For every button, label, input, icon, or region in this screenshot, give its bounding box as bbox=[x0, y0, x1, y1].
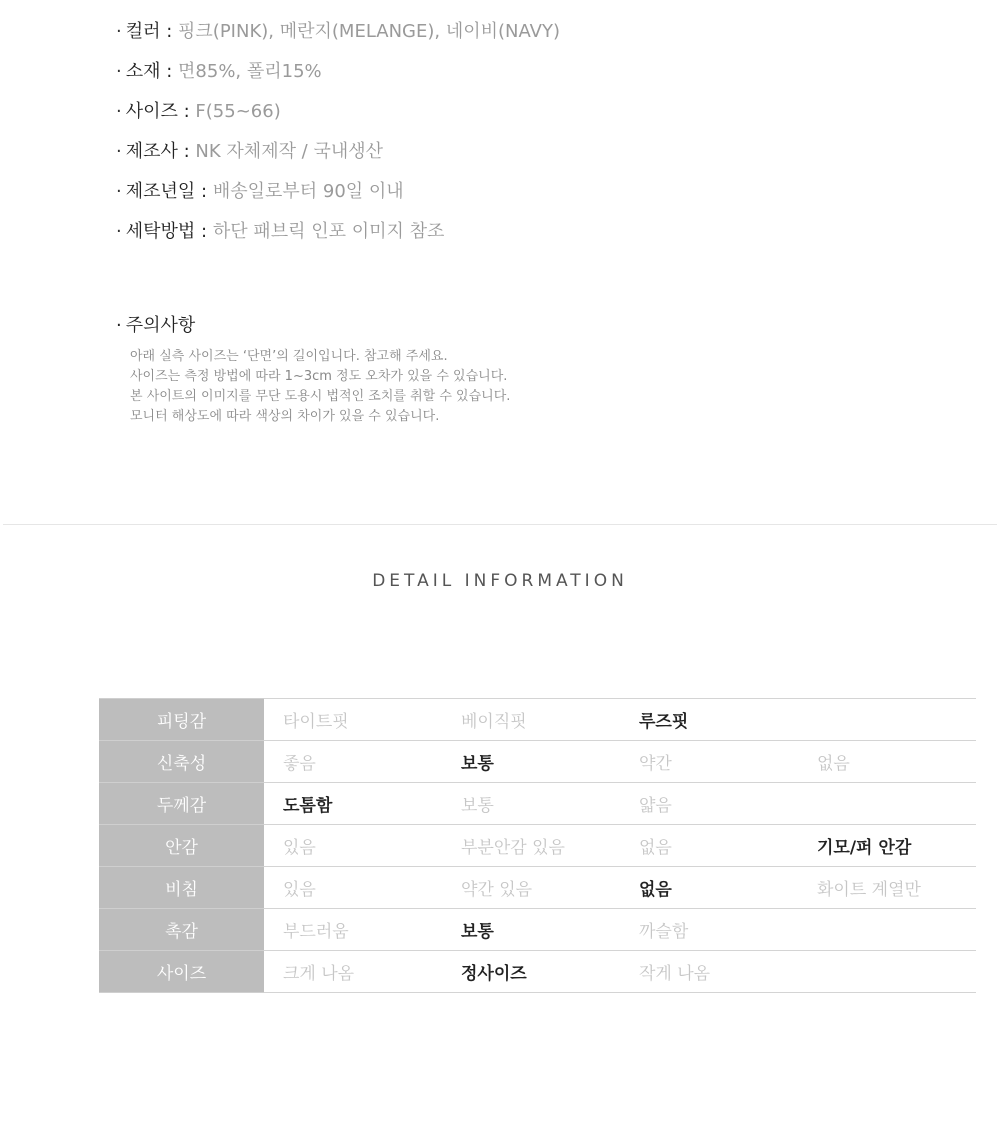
detail-option: 타이트핏 bbox=[264, 699, 442, 741]
detail-heading: DETAIL INFORMATION bbox=[372, 571, 628, 591]
detail-option: 까슬함 bbox=[620, 909, 798, 951]
detail-row bbox=[99, 741, 976, 783]
section-divider bbox=[3, 524, 997, 525]
bullet: · bbox=[116, 181, 122, 202]
detail-option: 베이직핏 bbox=[442, 699, 620, 741]
bullet: · bbox=[116, 141, 122, 162]
spec-key: 소재 : bbox=[125, 61, 173, 82]
detail-option-selected: 정사이즈 bbox=[442, 951, 620, 993]
detail-row bbox=[99, 699, 976, 741]
detail-row bbox=[99, 951, 976, 993]
product-spec-list bbox=[116, 18, 916, 258]
spec-row-color bbox=[116, 18, 916, 58]
detail-row bbox=[99, 783, 976, 825]
detail-row bbox=[99, 867, 976, 909]
spec-value: NK 자체제작 / 국내생산 bbox=[195, 141, 384, 162]
detail-option bbox=[798, 951, 976, 993]
detail-option: 보통 bbox=[442, 783, 620, 825]
bullet: · bbox=[116, 21, 122, 42]
spec-value: 하단 패브릭 인포 이미지 참조 bbox=[212, 221, 445, 242]
spec-value: 배송일로부터 90일 이내 bbox=[212, 181, 404, 202]
detail-option-selected: 보통 bbox=[442, 741, 620, 783]
detail-option-selected: 도톰함 bbox=[264, 783, 442, 825]
spec-key: 제조사 : bbox=[125, 141, 190, 162]
detail-info-table bbox=[99, 698, 976, 993]
detail-option: 있음 bbox=[264, 867, 442, 909]
detail-option: 부분안감 있음 bbox=[442, 825, 620, 867]
spec-key: 세탁방법 : bbox=[125, 221, 208, 242]
detail-option-selected: 보통 bbox=[442, 909, 620, 951]
bullet: · bbox=[116, 101, 122, 122]
notice-line: 본 사이트의 이미지를 무단 도용시 법적인 조치를 취할 수 있습니다. bbox=[130, 389, 511, 404]
detail-row-label: 촉감 bbox=[99, 909, 264, 951]
spec-row-washing bbox=[116, 218, 916, 258]
bullet: · bbox=[116, 61, 122, 82]
detail-option: 약간 bbox=[620, 741, 798, 783]
detail-row-label: 피팅감 bbox=[99, 699, 264, 741]
detail-row-label: 사이즈 bbox=[99, 951, 264, 993]
detail-option-selected: 기모/퍼 안감 bbox=[798, 825, 976, 867]
spec-value: 면85%, 폴리15% bbox=[178, 61, 322, 82]
spec-row-material bbox=[116, 58, 916, 98]
notice-title-text: 주의사항 bbox=[125, 315, 196, 336]
notice-text bbox=[130, 347, 510, 427]
detail-option: 작게 나옴 bbox=[620, 951, 798, 993]
detail-option: 없음 bbox=[798, 741, 976, 783]
detail-row-label: 신축성 bbox=[99, 741, 264, 783]
detail-row-label: 두께감 bbox=[99, 783, 264, 825]
spec-key: 사이즈 : bbox=[125, 101, 190, 122]
notice-line: 사이즈는 측정 방법에 따라 1~3cm 정도 오차가 있을 수 있습니다. bbox=[130, 369, 508, 384]
detail-row bbox=[99, 825, 976, 867]
detail-option-selected: 루즈핏 bbox=[620, 699, 798, 741]
detail-option: 얇음 bbox=[620, 783, 798, 825]
detail-option: 화이트 계열만 bbox=[798, 867, 976, 909]
bullet: · bbox=[116, 315, 122, 336]
notice-line: 아래 실측 사이즈는 ‘단면’의 길이입니다. 참고해 주세요. bbox=[130, 349, 448, 364]
spec-row-size bbox=[116, 98, 916, 138]
detail-option: 좋음 bbox=[264, 741, 442, 783]
detail-option: 크게 나옴 bbox=[264, 951, 442, 993]
spec-row-manufacturer bbox=[116, 138, 916, 178]
spec-row-manufacture-date bbox=[116, 178, 916, 218]
detail-row-label: 비침 bbox=[99, 867, 264, 909]
spec-value: F(55~66) bbox=[195, 101, 281, 122]
bullet: · bbox=[116, 221, 122, 242]
spec-key: 제조년일 : bbox=[125, 181, 208, 202]
detail-option: 약간 있음 bbox=[442, 867, 620, 909]
detail-option bbox=[798, 783, 976, 825]
detail-row-label: 안감 bbox=[99, 825, 264, 867]
detail-option: 부드러움 bbox=[264, 909, 442, 951]
detail-option: 있음 bbox=[264, 825, 442, 867]
detail-option bbox=[798, 909, 976, 951]
notice-title bbox=[116, 312, 195, 340]
detail-option: 없음 bbox=[620, 825, 798, 867]
detail-option-selected: 없음 bbox=[620, 867, 798, 909]
detail-option bbox=[798, 699, 976, 741]
detail-row bbox=[99, 909, 976, 951]
notice-line: 모니터 해상도에 따라 색상의 차이가 있을 수 있습니다. bbox=[130, 409, 440, 424]
spec-value: 핑크(PINK), 메란지(MELANGE), 네이비(NAVY) bbox=[178, 21, 560, 42]
spec-key: 컬러 : bbox=[125, 21, 173, 42]
